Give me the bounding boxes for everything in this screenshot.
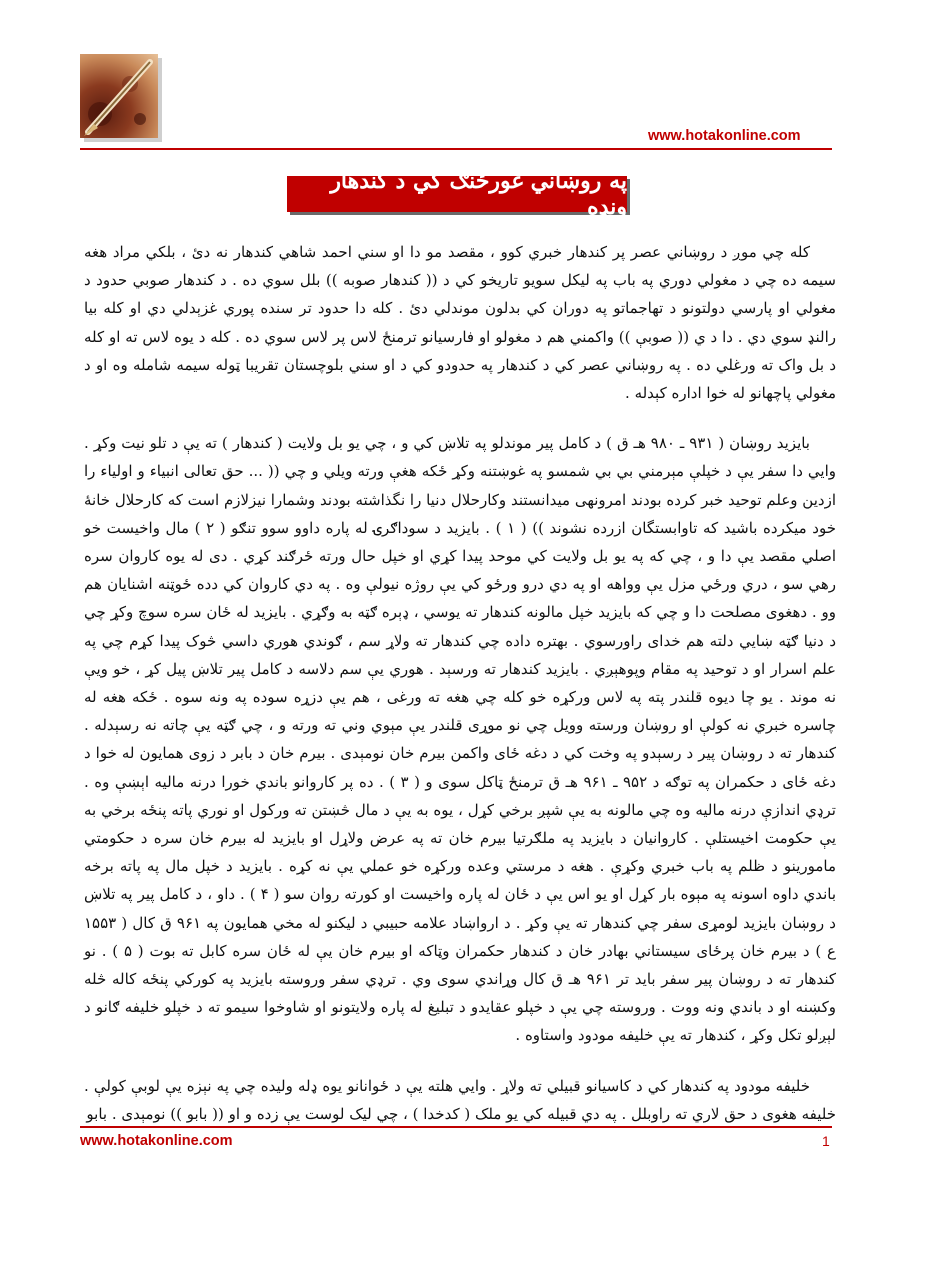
paragraph-1: کله چي موږ د روښاني عصر پر کندهار خبري کوو ، مقصد مو دا او سني احمد شاهي کندهار نه دئ ، بلکي مراد هغه سيمه ده چي د مغولي دوري په باب په ليکل سويو تاريخو کي د (( کندهار صوبه )) بلل سوي ده . د کندهار صوبي حدود د مغولي او پارسي دولتونو د تهاجماتو په دوران کي بدلون موندلي دئ . کله دا حدود تر سنده پوري غزېدلي دي او کله بيا رالنډ سوي دي . دا د ي (( صوبې )) واکمني هم د مغولو او فارسيانو ترمنځ لاس پر لاس سوي ده . کله د يوه لاس ته او کله د بل واک ته ورغلي ده . په روښاني عصر کي د کندهار په حدودو کي د او سني بلوچستان تقريبا ټوله سيمه شامله وه او د مغولي پاچهانو له خوا اداره کېدله . — [84, 243, 836, 403]
footer-site-url[interactable]: www.hotakonline.com — [80, 1133, 233, 1149]
paragraph-3: خليفه مودود په کندهار کي د کاسيانو قبيلي ته ولاړ . وايي هلته يې د ځوانانو يوه ډله وليده چي په نېزه يې لوبې کولې . خليفه هغوی د حق لاري ته راوبلل . په دي قبيله کي يو ملک ( کدخدا ) ، چي ليک لوست يې زده و او (( بابو )) نومېدی . بابو — [84, 1076, 836, 1123]
footer-divider — [80, 1126, 832, 1128]
article-body — [84, 238, 836, 1150]
page-title: په روښاني غورځنګ کي د کندهار ونډه — [287, 176, 627, 212]
fountain-pen-icon — [80, 54, 158, 138]
header-site-url[interactable]: www.hotakonline.com — [648, 128, 801, 144]
pen-logo-image — [80, 54, 162, 142]
paragraph-2: بايزيد روښان ( ۹۳۱ ـ ۹۸۰ هـ ق ) د کامل پير موندلو په تلاښ کي و ، چي يو بل ولايت ( کندهار ) ته يې د تلو نيت وکړ . وايي دا سفر يې د خپلې مېرمني بي بي شمسو په غوښتنه وکړ ځکه هغې ورته ويلي و چي (( ... حق تعالى انبياء و اولياء را ازدين وعلم توحيد خبر کرده بودند امرونهى ميدانستند وکارحلال دنيا را نگذاشته بودند وشمارا نيزلازم است که کارحلال خانهٔ خود ميکرده باشيد که تاوابستگان ازرده نشوند )) ( ۱ ) . بايزيد د سوداګرۍ له پاره داوو سوو تنګو ( ۲ ) مال واخيست خو اصلي مقصد يې دا و ، چي که په يو بل ولايت کي موحد پيدا کړي او خپل حال ورته ځرګند کړي . دی له يوه کاروان سره رهي سو ، دري ورځي مزل يې وواهه او په دي درو ورځو کي يې روژه نيولې وه . په دي کاروان کي دده ځوټنه اشنايان هم وو . دهغوی مصلحت دا و چي که بايزيد خپل مالونه کندهار ته يوسي ، ډېره ګټه به وګړي . بايزيد له ځان سره سوچ وکړ چي د دنيا ګټه ښايي دلته هم خداى راورسوي . بهتره داده چي کندهار ته ولاړ سم ، ګوندي هوري داسي څوک پيدا کړم چي په علم اسرار او د توحيد په مقام وپوهېږي . بايزيد کندهار ته ورسېد . هوري يې سم دلاسه د کامل پير تلاښ پيل کړ ، خو ويې نه موند . يو چا ديوه قلندر پته په لاس ورکړه خو کله چي هغه ته ورغی ، هم يې دزړه سوده په ونه سوه . ځکه هغه له چاسره خبري نه کولې او روښان ورسته وويل چي نو موړی قلندر يې مېوي وني ته ورته و ، چي ګټه يې چاته نه رسېدله . کندهار ته د روښان پير د رسېدو په وخت کي د دغه ځای واکمن بيرم خان نومېدی . بيرم خان د بابر د زوی همايون له خوا د دغه ځای د حکمران په توګه د ۹۵۲ ـ ۹۶۱ هـ ق ترمنځ ټاکل سوی و ( ۳ ) . ده پر کاروانو باندي خورا درنه ماليه اېښې وه . ترډي اندازې درنه ماليه وه چي مالونه به يې شپږ برخي کړل ، يوه به يې د مال څښتن ته ورکول او نوري پاته پنځه برخي به يې حکومت اخيستلې . کاروانيان د بايزيد په ملګرتيا بيرم خان ته په عرض ولاړل او بايزيد له بيرم خان سره د حکومتي مامورينو د ظلم په باب خبري وکړې . هغه د مرستي وعده ورکړه خو عملي يې نه کړه . بايزيد د خپل مال په پاته برخه باندي داوه اسونه په مېوه بار کړل او يو اس يې د ځان له پاره واخيست او کورته روان سو ( ۴ ) . داو ، د کامل پير په تلاښ د روښان بايزيد لومړی سفر چي کندهار ته يې وکړ . د ارواښاد علامه حبيبي د ليکنو له مخي همايون په ۹۶۱ ق کال ( ۱۵۵۳ ع ) د بيرم خان پرځای سيستاني بهادر خان د کندهار حکمران وټاکه او بيرم خان يې له ځان سره کابل ته بوت ( ۵ ) . نو کندهار ته د روښان پير سفر بايد تر ۹۶۱ هـ ق کال وړاندي سوی وي . ترډي سفر وروسته بايزيد په کورکي پنځه کاله څله وکښنه او د باندي ونه ووت . وروسته چي يې د خپلو عقايدو د تبليغ له پاره ولايتونو او شاوخوا سيمو ته د خپلو خليفه ګانو د لېږلو تکل وکړ ، کندهار ته يې خليفه مودود واستاوه . — [84, 434, 836, 1045]
header-divider — [80, 148, 832, 150]
page-number: 1 — [822, 1133, 830, 1149]
